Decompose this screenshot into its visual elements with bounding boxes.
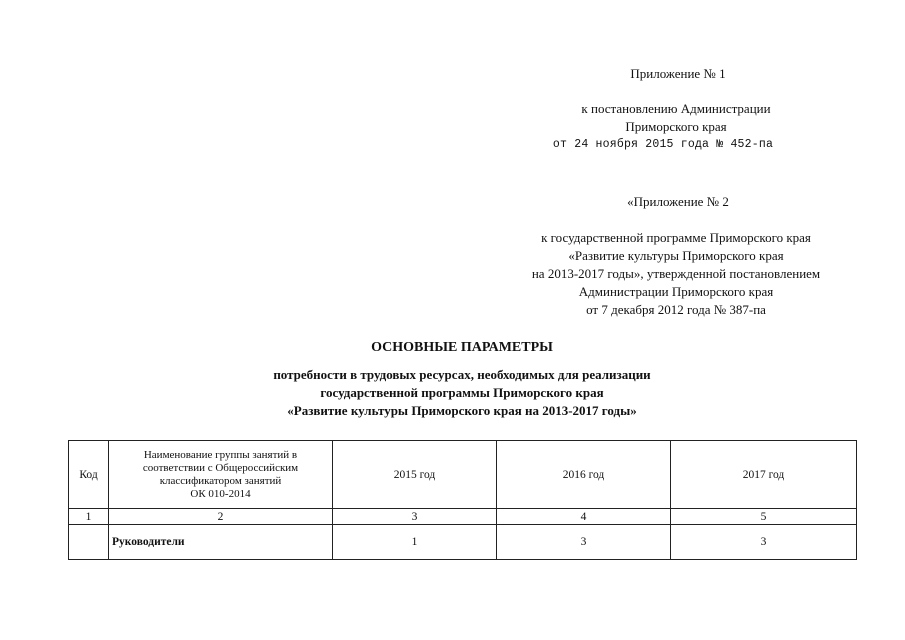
appendix2-title: «Приложение № 2 xyxy=(627,194,729,209)
header-name-line2: соответствии с Общероссийским xyxy=(142,461,299,474)
appendix2-line4: Администрации Приморского края xyxy=(578,284,774,299)
table-row xyxy=(69,525,857,560)
header-name-line1: Наименование группы занятий в xyxy=(143,448,298,461)
column-number: 4 xyxy=(497,509,671,525)
header-name-line4: ОК 010-2014 xyxy=(190,487,251,500)
row-value-2015: 1 xyxy=(333,525,497,560)
header-occupation-group xyxy=(109,441,333,509)
appendix1-line2: Приморского края xyxy=(625,119,727,134)
table-header-row xyxy=(69,441,857,509)
row-name: Руководители xyxy=(109,525,333,560)
appendix1-line1: к постановлению Администрации xyxy=(581,101,771,116)
appendix2-line3: на 2013-2017 годы», утвержденной постановлением xyxy=(531,266,821,281)
header-code: Код xyxy=(69,441,109,509)
document-subtitle-line2: государственной программы Приморского края xyxy=(320,385,604,400)
row-value-2016: 3 xyxy=(497,525,671,560)
appendix2-line2: «Развитие культуры Приморского края xyxy=(568,248,784,263)
appendix1-title: Приложение № 1 xyxy=(630,66,726,81)
parameters-table xyxy=(68,440,857,560)
appendix2-line1: к государственной программе Приморского края xyxy=(541,230,811,245)
document-title: ОСНОВНЫЕ ПАРАМЕТРЫ xyxy=(371,340,553,355)
column-number: 3 xyxy=(333,509,497,525)
appendix1-line3: от 24 ноября 2015 года № 452-па xyxy=(552,138,774,151)
column-number: 5 xyxy=(671,509,857,525)
row-value-2017: 3 xyxy=(671,525,857,560)
appendix2-line5: от 7 декабря 2012 года № 387-па xyxy=(586,302,766,317)
column-number-row xyxy=(69,509,857,525)
header-name-line3: классификатором занятий xyxy=(159,474,282,487)
header-2017: 2017 год xyxy=(671,441,857,509)
document-subtitle-line3: «Развитие культуры Приморского края на 2013-2017 годы» xyxy=(287,403,637,418)
header-2016: 2016 год xyxy=(497,441,671,509)
column-number: 2 xyxy=(109,509,333,525)
row-code xyxy=(69,525,109,560)
document-subtitle-line1: потребности в трудовых ресурсах, необходимых для реализации xyxy=(273,367,651,382)
column-number: 1 xyxy=(69,509,109,525)
header-2015: 2015 год xyxy=(333,441,497,509)
